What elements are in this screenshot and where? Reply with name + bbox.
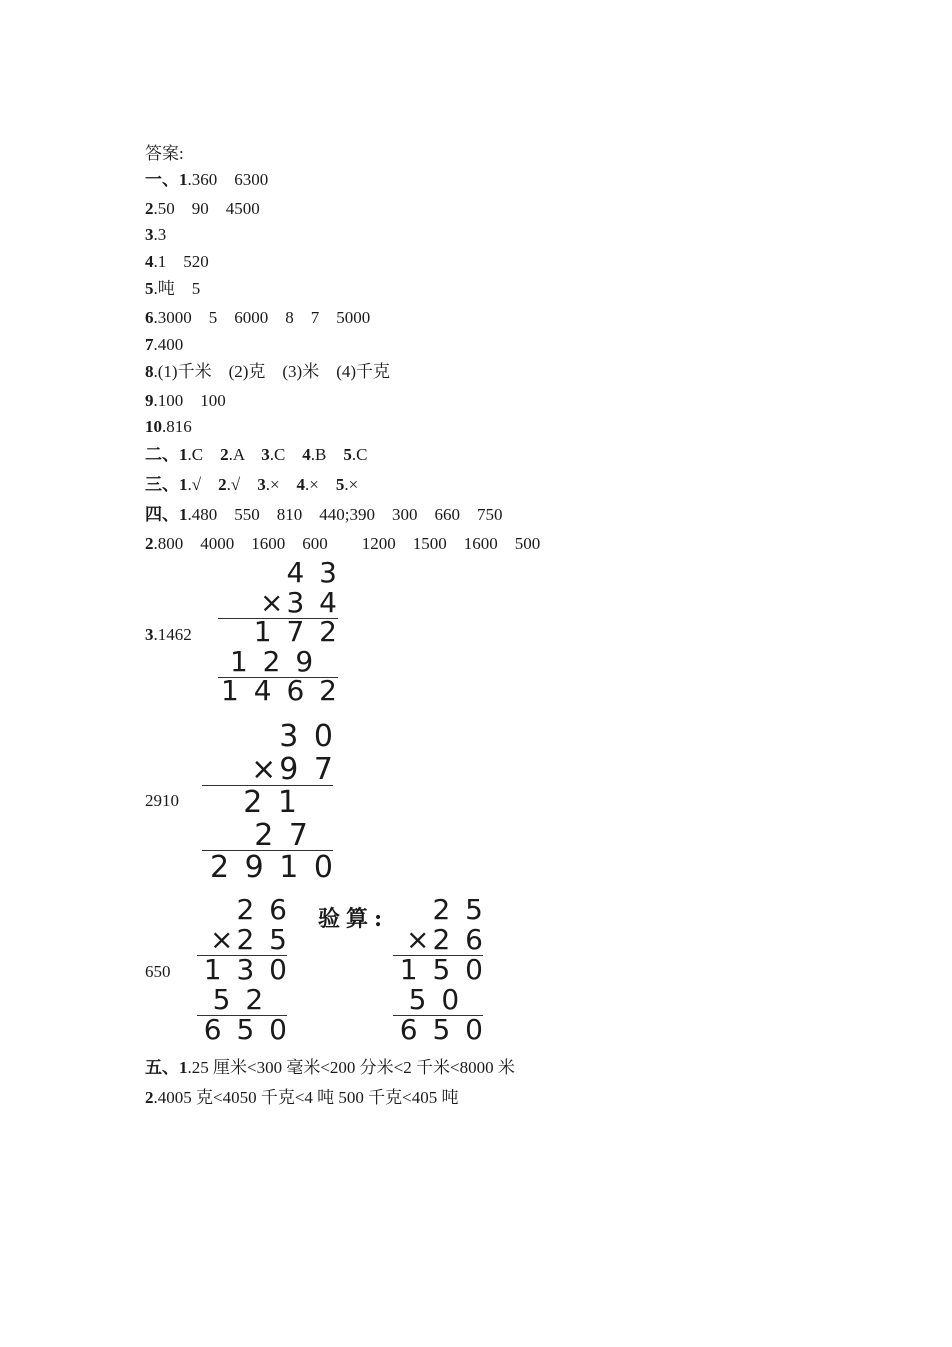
question-number: 9 — [145, 391, 154, 410]
calc-row: 2 7 — [254, 818, 336, 853]
calc-row: 3 0 — [279, 719, 336, 754]
answer-text: .480 550 810 440;390 300 660 750 — [187, 505, 503, 524]
question-number: 1 — [179, 1058, 188, 1077]
answer-text: .800 4000 1600 600 1200 1500 1600 500 — [153, 534, 541, 553]
answer-text: .C — [269, 445, 303, 464]
vertical-multiplication-3 — [195, 895, 290, 1047]
question-number: 1 — [179, 170, 188, 189]
answer-text: .C — [351, 445, 368, 464]
question-number: 2 — [220, 445, 229, 464]
calc-row: 2 5 — [432, 893, 486, 926]
answer-text: .3000 5 6000 8 7 5000 — [153, 308, 371, 327]
vertical-multiplication-check — [391, 895, 486, 1047]
question-number: 5 — [335, 475, 345, 494]
answer-text: .360 6300 — [187, 170, 269, 189]
question-number: 1 — [179, 505, 188, 524]
question-number: 4 — [145, 252, 154, 271]
calc-row: 2 1 — [243, 785, 300, 820]
calc-row: 1 4 6 2 — [221, 674, 340, 707]
question-number: 一、 — [145, 170, 179, 189]
question-number: 2 — [145, 534, 154, 553]
question-number: 5 — [343, 445, 352, 464]
answer-text: .× — [265, 475, 297, 494]
question-number: 1 — [179, 475, 188, 494]
answer-line — [145, 504, 502, 526]
question-number: 3 — [257, 475, 266, 494]
answer-text: .C — [187, 445, 221, 464]
answer-line — [145, 278, 200, 300]
question-number: 7 — [145, 335, 154, 354]
question-number: 五、 — [145, 1058, 179, 1077]
answer-text: .1 520 — [153, 252, 209, 271]
calc-row: 4 3 — [286, 556, 340, 589]
calc-2-label: 2910 — [145, 791, 179, 810]
answer-text: .3 — [153, 225, 167, 244]
answer-line — [145, 474, 358, 496]
answer-text: .× — [344, 475, 359, 494]
question-number: 8 — [145, 362, 154, 381]
vertical-multiplication-2 — [200, 720, 336, 885]
answer-text: .400 — [153, 335, 184, 354]
answer-text: .25 厘米<300 毫米<200 分米<2 千米<8000 米 — [187, 1058, 515, 1077]
calc-row: ×2 5 — [210, 923, 290, 956]
answer-line — [145, 169, 268, 191]
answer-text: .4005 克<4050 千克<4 吨 500 千克<405 吨 — [153, 1088, 459, 1107]
calc-row: 1 7 2 — [253, 615, 340, 648]
question-number: 1 — [179, 445, 188, 464]
answer-text: .816 — [162, 417, 192, 436]
answer-line — [145, 307, 370, 329]
question-number: 2 — [145, 199, 154, 218]
question-number: 3 — [261, 445, 270, 464]
answer-line — [145, 390, 226, 412]
calc-row: 5 0 — [408, 983, 486, 1016]
answer-text: .吨 5 — [153, 279, 201, 298]
question-number: 三、 — [145, 475, 179, 494]
answer-line — [145, 224, 166, 246]
calc-1-label: 3.1462 — [145, 625, 192, 644]
question-number: 10 — [145, 417, 162, 436]
question-number: 6 — [145, 308, 154, 327]
question-number: 3 — [145, 225, 154, 244]
answer-line — [145, 251, 209, 273]
question-number: 2 — [145, 1088, 154, 1107]
question-number: 二、 — [145, 445, 179, 464]
calc-3-label: 650 — [145, 962, 171, 981]
calc-row: 1 3 0 — [203, 953, 290, 986]
question-number: 四、 — [145, 505, 179, 524]
answer-line — [145, 198, 260, 220]
answer-line — [145, 334, 183, 356]
answer-line — [145, 1087, 459, 1109]
vertical-multiplication-1 — [215, 558, 340, 708]
answer-line — [145, 416, 192, 438]
answer-line — [145, 533, 540, 555]
calc-row: 2 9 1 0 — [210, 850, 336, 885]
answer-text: .(1)千米 (2)克 (3)米 (4)千克 — [153, 362, 391, 381]
question-number: 5 — [145, 279, 154, 298]
answer-line — [145, 444, 367, 466]
calc-row: 1 2 9 — [229, 645, 340, 678]
calc-row: ×9 7 — [251, 752, 336, 787]
answer-text: .100 100 — [153, 391, 226, 410]
calc-row: 2 6 — [236, 893, 290, 926]
answer-line — [145, 361, 390, 383]
answer-text: .√ — [187, 475, 219, 494]
calc-row: 6 5 0 — [203, 1013, 290, 1046]
question-number: 4 — [302, 445, 311, 464]
answer-line — [145, 1057, 515, 1079]
answer-text: .√ — [226, 475, 258, 494]
answer-text: .A — [228, 445, 262, 464]
calc-row: 5 2 — [212, 983, 290, 1016]
calc-row: ×2 6 — [406, 923, 486, 956]
calc-row: ×3 4 — [260, 586, 340, 619]
question-number: 2 — [218, 475, 227, 494]
calc-row: 6 5 0 — [399, 1013, 486, 1046]
answer-text: .50 90 4500 — [153, 199, 260, 218]
calc-row: 1 5 0 — [399, 953, 486, 986]
check-label: 验算: — [318, 906, 389, 932]
answer-text: .× — [305, 475, 336, 494]
question-number: 4 — [296, 475, 306, 494]
answer-text: .B — [310, 445, 344, 464]
answer-title: 答案: — [145, 144, 184, 163]
